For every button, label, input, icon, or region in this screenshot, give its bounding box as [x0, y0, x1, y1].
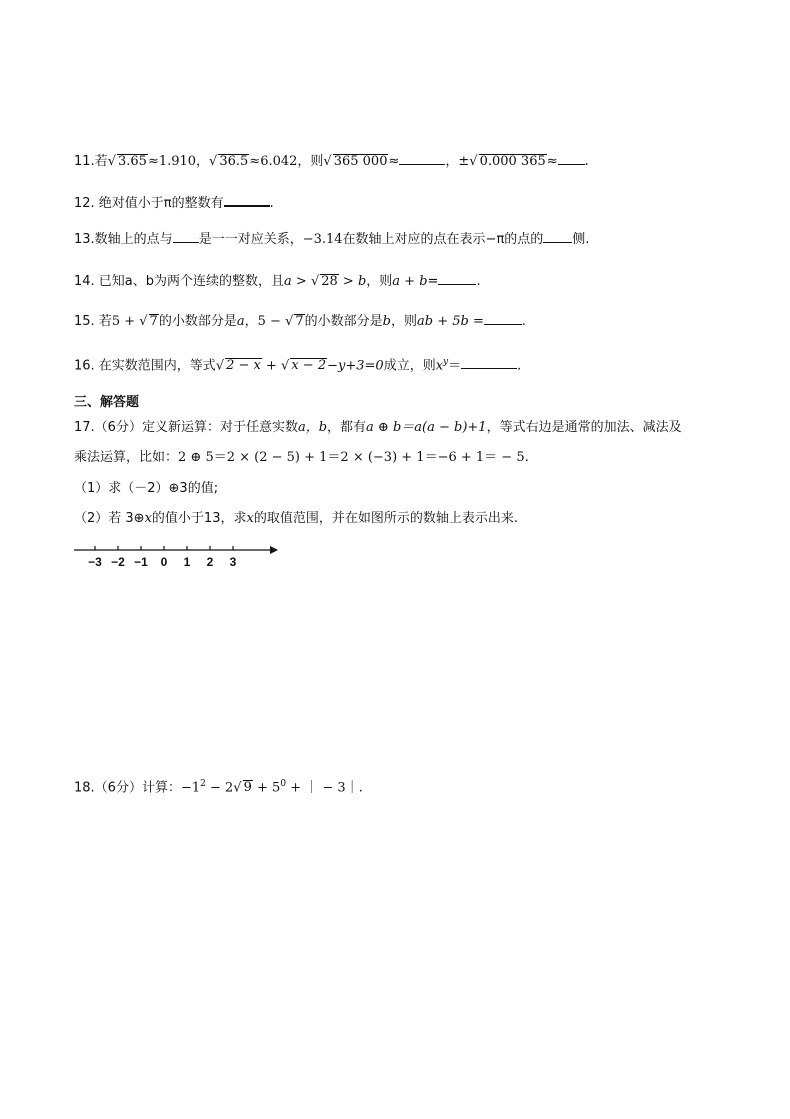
q16-base: x — [435, 358, 444, 374]
q13-text-4: 侧. — [572, 232, 590, 247]
question-17-line-1 — [74, 419, 682, 437]
q13-text-1: 13.数轴上的点与 — [74, 232, 173, 247]
q12-text: 12. 绝对值小于π的整数有 — [74, 196, 224, 211]
q17-line1-e: ，等式右边是通常的加法、减法及 — [486, 420, 682, 435]
q16-plus: + — [261, 358, 282, 374]
q16-text-2: 成立，则 — [383, 358, 436, 374]
q11-radicand-3: 365 000 — [333, 154, 388, 169]
q16-end: . — [517, 358, 522, 374]
q16-radicand-1: 2 − x — [226, 358, 261, 374]
q11-value-1: ≈1.910， — [147, 154, 210, 169]
q16-exponent: y — [443, 357, 449, 367]
q15-var-b: b — [382, 314, 391, 329]
q18-expr-2: − 2 — [205, 780, 234, 796]
q18-expr-3: + 5 — [252, 780, 281, 796]
q15-end: . — [521, 314, 526, 329]
question-17-part-1: （1）求（－2）⊕3的值; — [74, 481, 219, 496]
answer-blank — [461, 356, 517, 369]
q18-zero-power: 0 — [280, 779, 287, 789]
q16-expr: −y+3=0 — [327, 358, 384, 374]
q15-expr-3: ab + 5b = — [417, 314, 484, 329]
q11-end: . — [584, 154, 589, 169]
answer-blank — [224, 193, 270, 207]
q17-line1-b: a，b — [297, 420, 328, 435]
number-line-label: 1 — [183, 555, 191, 569]
q17-line1-a: 17.（6分）定义新运算：对于任意实数 — [74, 420, 298, 435]
q14-expr-2: > b — [338, 274, 367, 289]
q13-number: −3.14 — [302, 232, 343, 247]
q15-text-5: ，则 — [390, 314, 417, 329]
q11-approx-2: ≈ — [546, 154, 558, 169]
answer-blank — [173, 230, 199, 243]
number-line-label: −3 — [88, 555, 102, 569]
q14-radicand: 28 — [321, 274, 338, 289]
q15-text-4: 的小数部分是 — [304, 314, 383, 329]
answer-blank — [438, 272, 476, 285]
q15-expr-1: 5 + — [111, 314, 140, 329]
q17-line2-b: 2 ⊕ 5＝2 × (2 − 5) + 1＝2 × (−3) + 1＝−6 + 1＝ − 5. — [178, 450, 529, 465]
number-line-label: −1 — [134, 555, 148, 569]
number-line-arrow — [270, 546, 278, 554]
q14-text-2: ，则 — [366, 274, 393, 289]
q11-radicand-2: 36.5 — [219, 154, 249, 169]
number-line-label: 3 — [229, 555, 237, 569]
q11-radicand-1: 3.65 — [117, 154, 147, 169]
q15-text-1: 15. 若 — [74, 314, 112, 329]
q17-part2-e: 的取值范围，并在如图所示的数轴上表示出来. — [253, 511, 518, 526]
q14-end: . — [476, 274, 481, 289]
q13-text-3: 在数轴上对应的点在表示−π的点的 — [342, 232, 544, 247]
q15-expr-2: 5 − — [257, 314, 286, 329]
answer-blank — [399, 152, 445, 165]
q18-radicand: 9 — [243, 780, 252, 796]
q14-expr-1: a > — [284, 274, 311, 289]
q18-square: 2 — [200, 779, 206, 789]
q18-expr-4: + ｜ − 3｜. — [286, 780, 363, 796]
q15-text-2: 的小数部分是 — [158, 314, 237, 329]
q16-radicand-2: x − 2 — [291, 358, 327, 374]
answer-blank — [558, 152, 585, 165]
q17-part2-d: x — [246, 511, 254, 526]
q11-approx: ≈ — [388, 154, 400, 169]
q15-var-a: a — [236, 314, 245, 329]
q15-text-3: ， — [244, 314, 258, 329]
section-title: 三、解答题 — [74, 395, 140, 410]
q17-part2-c: 的值小于13，求 — [151, 511, 247, 526]
answer-blank — [484, 312, 522, 325]
answer-blank — [543, 230, 572, 243]
q16-text-1: 16. 在实数范围内，等式 — [74, 358, 216, 374]
q12-end: . — [269, 196, 274, 211]
q17-line2-a: 乘法运算，比如： — [74, 450, 179, 465]
q11-radicand-4: 0.000 365 — [479, 154, 546, 169]
number-line-label: 2 — [206, 555, 214, 569]
q18-text: 18.（6分）计算： — [74, 780, 181, 796]
q13-text-2: 是一一对应关系， — [198, 232, 303, 247]
q14-expr-3: a + b — [392, 274, 428, 289]
question-16: 16. 在实数范围内，等式√ 2 − x + √ x − 2−y+3=0成立，则$x^y=$ . — [74, 357, 522, 374]
question-12 — [74, 193, 274, 213]
q17-part2-a: （2）若 3⊕ — [74, 511, 145, 526]
q11-comma: ，± — [445, 154, 470, 169]
q17-part2-b: x — [144, 511, 152, 526]
number-line-label: 0 — [160, 555, 168, 569]
question-14: 14. 已知a、b为两个连续的整数，且a > √ 28 > b，则a + b= . — [74, 274, 481, 289]
q14-text-3: = — [427, 274, 439, 289]
q17-line1-d: a ⊕ b＝a(a − b)+1 — [366, 420, 487, 435]
q17-line1-c: ，都有 — [327, 420, 367, 435]
question-13 — [74, 230, 589, 249]
number-line-label: −2 — [111, 555, 125, 569]
q15-radicand-2: 7 — [295, 314, 304, 329]
q15-radicand-1: 7 — [149, 314, 158, 329]
question-18: 18.（6分）计算：$-1^2 - 2√$ $9 + 5^0$ + ｜ − 3｜. — [74, 779, 363, 796]
q11-prefix: 11.若 — [74, 154, 108, 169]
question-15: 15. 若5 + √ 7的小数部分是a，5 − √ 7的小数部分是b，则ab + 5b = . — [74, 314, 526, 329]
question-17-line-2 — [74, 449, 529, 467]
q11-value-2: ≈6.042，则 — [249, 154, 324, 169]
number-line — [74, 542, 284, 572]
question-17-part-2 — [74, 510, 518, 528]
q18-expr: −1 — [180, 780, 201, 796]
q14-text-1: 14. 已知a、b为两个连续的整数，且 — [74, 274, 285, 289]
question-11: 11.若√ 3.65≈1.910，√ 36.5≈6.042，则√ 365 000≈ ，±√ 0.000 365≈ . — [74, 154, 589, 169]
q16-eq: ＝ — [448, 358, 462, 374]
